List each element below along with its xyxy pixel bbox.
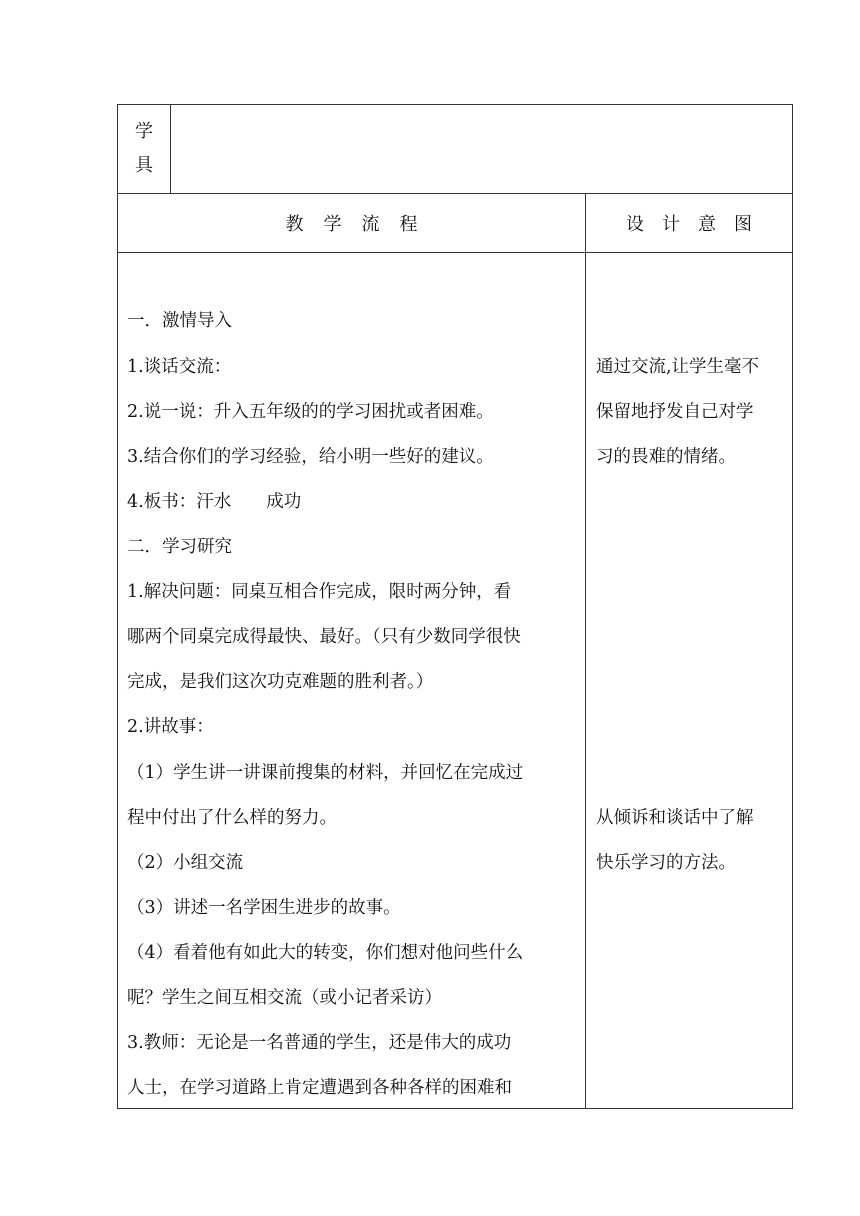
process-line: （2）小组交流 [127,853,244,873]
process-line: 1.谈话交流： [127,357,232,377]
process-column [118,253,586,1108]
process-line: （4）看着他有如此大的转变，你们想对他问些什么 [127,943,524,963]
process-line: 哪两个同桌完成得最快、最好。（只有少数同学很快 [127,627,521,647]
tools-row [117,104,793,194]
intent-line: 习的畏难的情绪。 [596,447,736,467]
tools-label-cell [118,105,171,193]
process-header: 教学流程 [118,194,586,252]
process-line: 完成，是我们这次功克难题的胜利者。） [127,672,434,692]
process-line: 1.解决问题：同桌互相合作完成，限时两分钟，看 [127,582,512,602]
tools-label-char-2: 具 [135,155,153,176]
process-line: 人士，在学习道路上肯定遭遇到各种各样的困难和 [127,1078,512,1098]
intent-line: 从倾诉和谈话中了解 [596,808,754,828]
process-line: （1）学生讲一讲课前搜集的材料，并回忆在完成过 [127,763,524,783]
process-line: 4.板书：汗水 成功 [127,492,302,512]
process-line: 3.教师：无论是一名普通的学生，还是伟大的成功 [127,1033,512,1053]
content-row [117,252,793,1109]
process-line: 3.结合你们的学习经验，给小明一些好的建议。 [127,447,494,467]
process-line: （3）讲述一名学困生进步的故事。 [127,898,401,918]
process-line: 程中付出了什么样的努力。 [127,808,337,828]
process-line: 2.说一说：升入五年级的的学习困扰或者困难。 [127,402,494,422]
intent-line: 快乐学习的方法。 [596,853,736,873]
process-line: 2.讲故事： [127,717,214,737]
process-line: 二．学习研究 [127,537,232,557]
header-row [117,193,793,253]
tools-label-char-1: 学 [135,121,153,142]
intent-line: 通过交流,让学生毫不 [596,357,760,377]
intent-header: 设计意图 [626,214,770,235]
process-line: 一．激情导入 [127,311,232,331]
intent-column [586,253,792,1108]
intent-line: 保留地抒发自己对学 [596,402,754,422]
process-line: 呢？学生之间互相交流（或小记者采访） [127,988,442,1008]
